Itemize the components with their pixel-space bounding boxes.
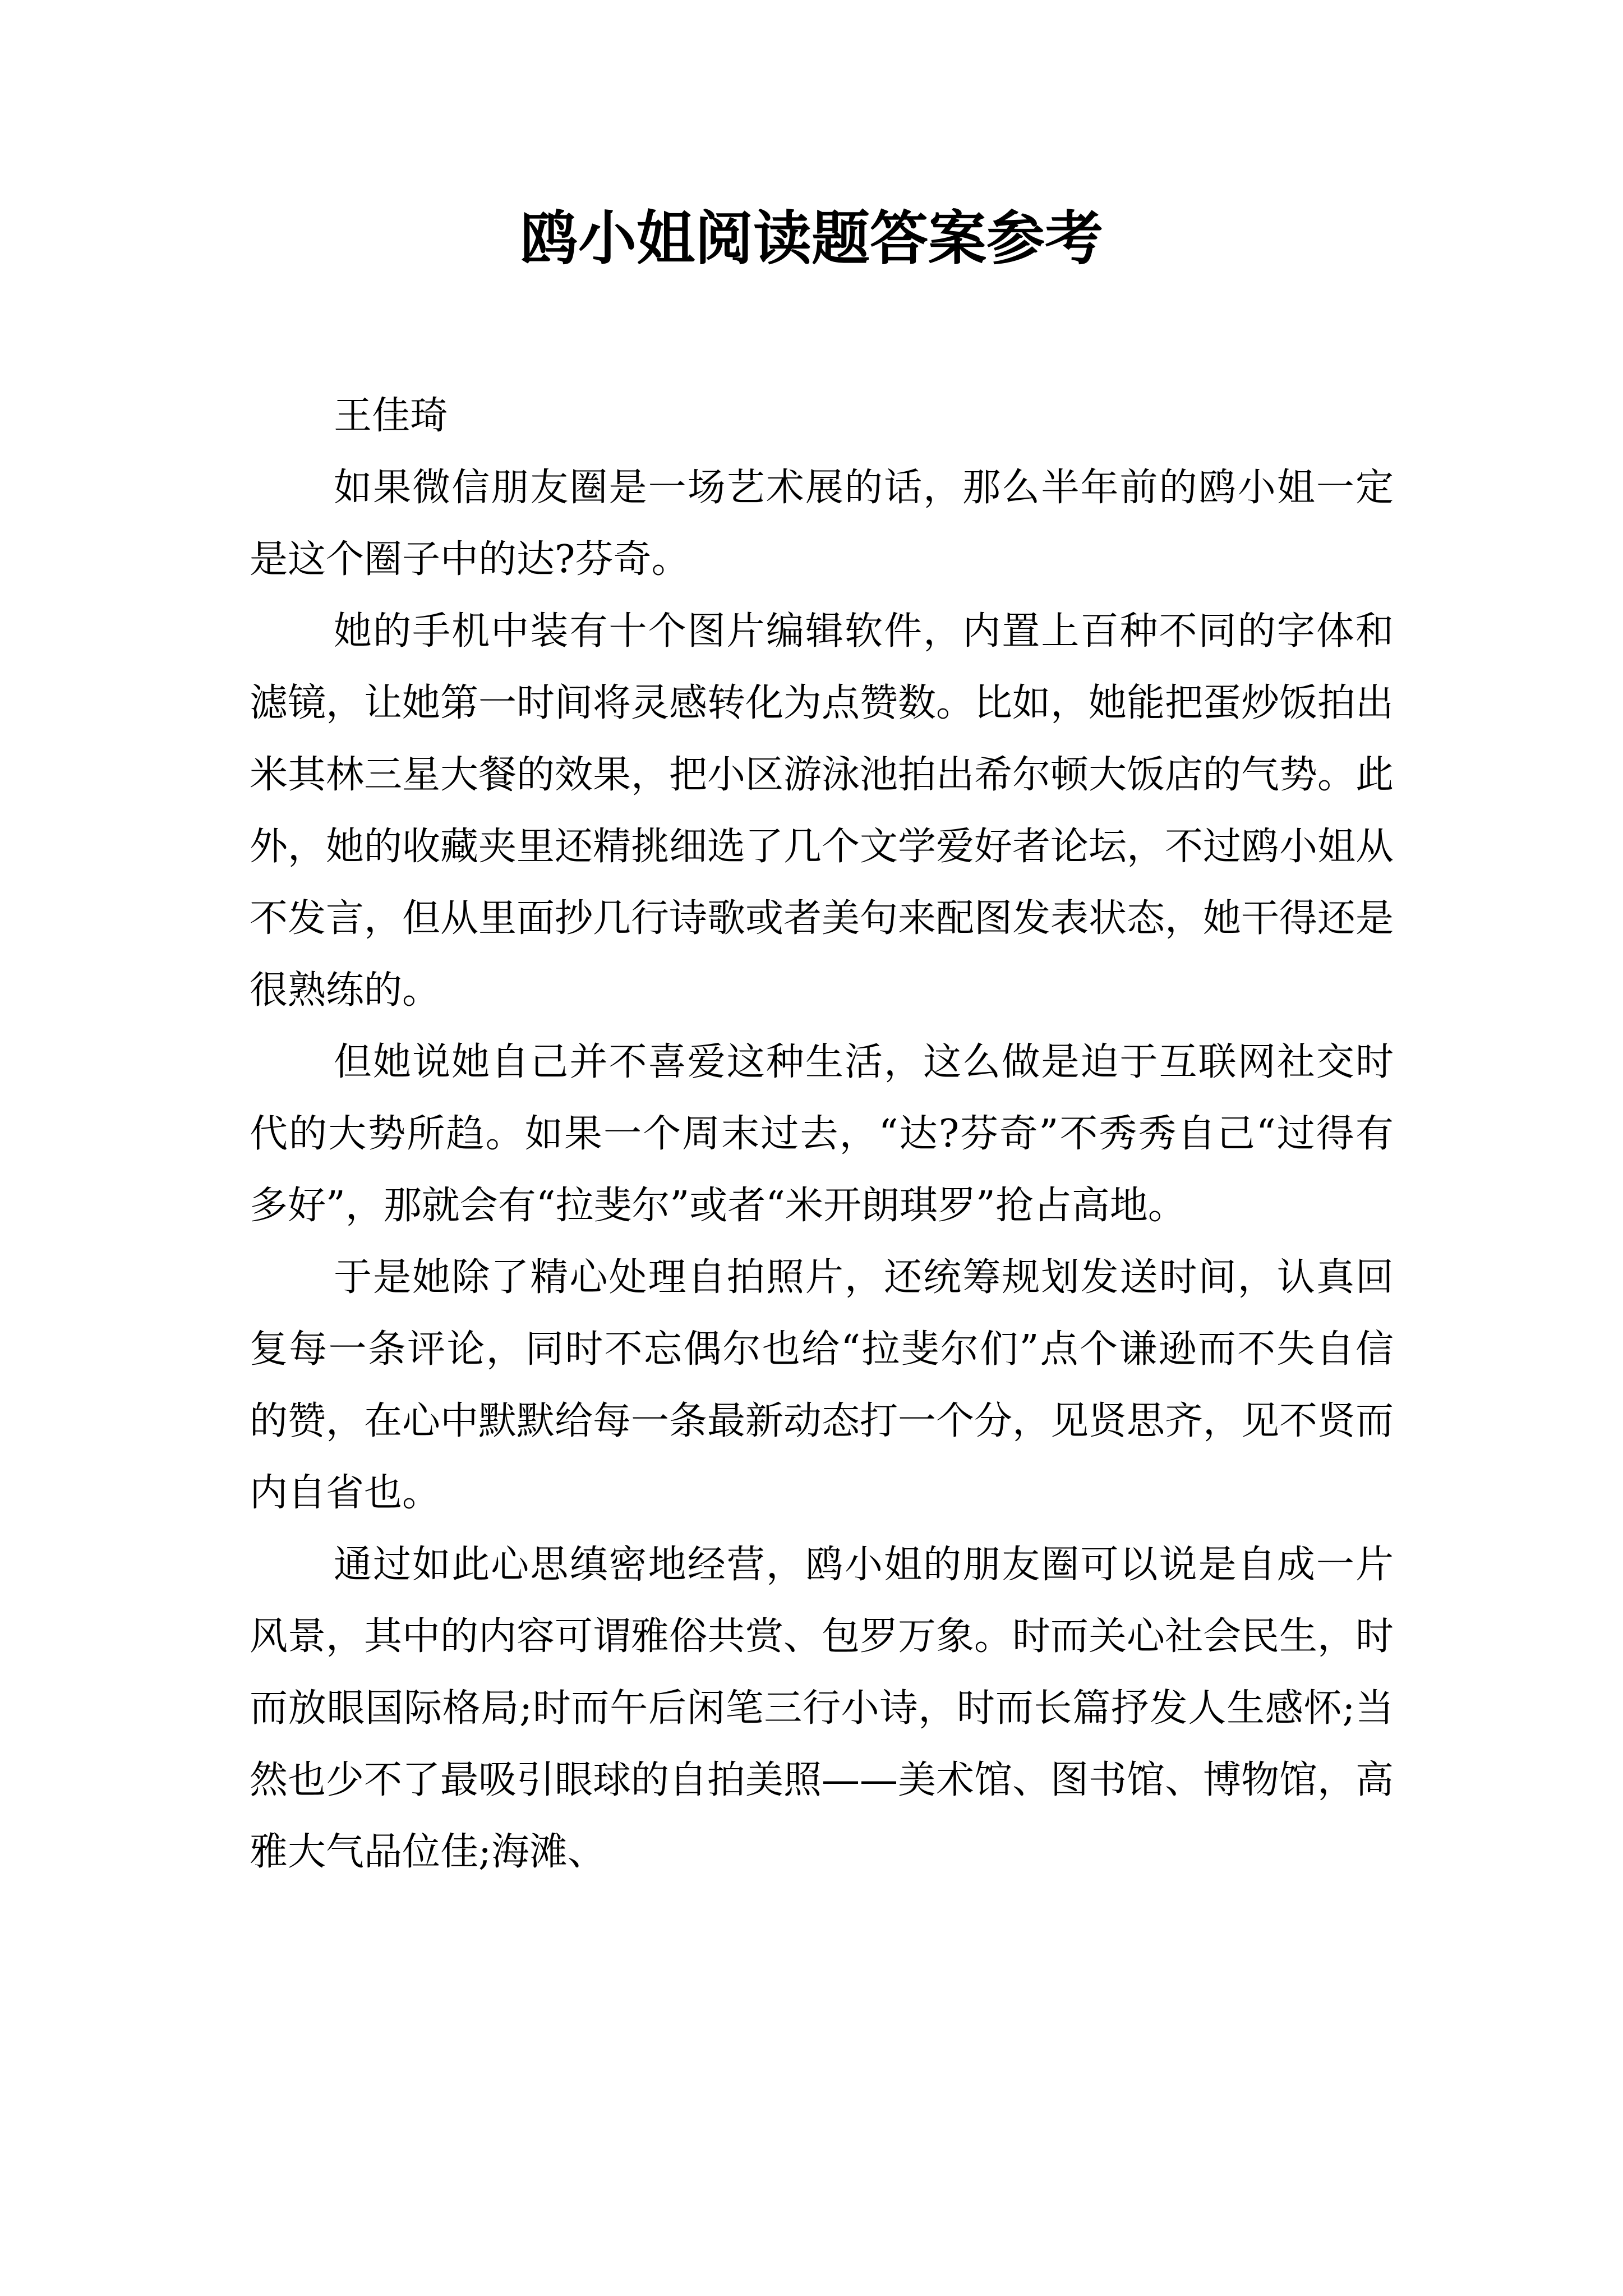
paragraph: 如果微信朋友圈是一场艺术展的话，那么半年前的鸥小姐一定是这个圈子中的达?芬奇。 xyxy=(250,466,1394,582)
author-name: 王佳琦 xyxy=(334,394,449,438)
paragraph: 于是她除了精心处理自拍照片，还统筹规划发送时间，认真回复每一条评论，同时不忘偶尔也给“拉斐尔们”点个谦逊而不失自信的赞，在心中默默给每一条最新动态打一个分，见贤思齐，见不贤而内自省也。 xyxy=(250,1255,1394,1515)
paragraph: 通过如此心思缜密地经营，鸥小姐的朋友圈可以说是自成一片风景，其中的内容可谓雅俗共赏、包罗万象。时而关心社会民生，时而放眼国际格局;时而午后闲笔三行小诗，时而长篇抒发人生感怀;当然也少不了最吸引眼球的自拍美照——美术馆、图书馆、博物馆，高雅大气品位佳;海滩、 xyxy=(250,1543,1394,1874)
paragraph: 但她说她自己并不喜爱这种生活，这么做是迫于互联网社交时代的大势所趋。如果一个周末过去，“达?芬奇”不秀秀自己“过得有多好”，那就会有“拉斐尔”或者“米开朗琪罗”抢占高地。 xyxy=(250,1040,1394,1228)
document-title: 鸥小姐阅读题答案参考 xyxy=(519,204,1103,273)
paragraph: 她的手机中装有十个图片编辑软件，内置上百种不同的字体和滤镜，让她第一时间将灵感转化为点赞数。比如，她能把蛋炒饭拍出米其林三星大餐的效果，把小区游泳池拍出希尔顿大饭店的气势。此外，她的收藏夹里还精挑细选了几个文学爱好者论坛，不过鸥小姐从不发言，但从里面抄几行诗歌或者美句来配图发表状态，她干得还是很熟练的。 xyxy=(250,609,1394,1013)
document-body xyxy=(250,380,1394,1888)
